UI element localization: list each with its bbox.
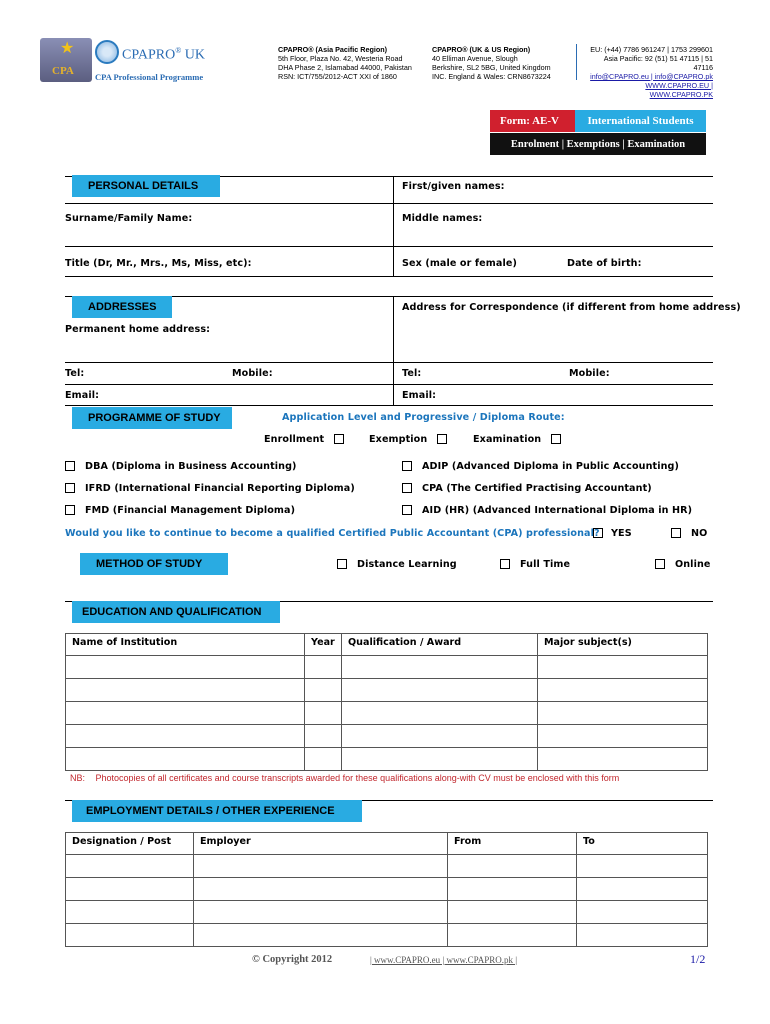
cpa-label: CPA (The Certified Practising Accountant) — [422, 483, 652, 494]
asia-region-title: CPAPRO® (Asia Pacific Region) — [278, 45, 388, 54]
no-option[interactable] — [671, 528, 707, 539]
section-employment — [72, 800, 362, 822]
table-row[interactable] — [66, 679, 708, 702]
to-cell[interactable] — [577, 855, 708, 878]
table-row[interactable] — [66, 656, 708, 679]
header-divider — [576, 44, 577, 80]
institution-cell[interactable] — [66, 748, 305, 771]
audience-badge — [575, 110, 706, 132]
email-links[interactable]: info@CPAPRO.eu | info@CPAPRO.pk — [590, 72, 713, 81]
fulltime-checkbox[interactable] — [500, 559, 510, 569]
note-prefix: NB: — [70, 773, 86, 783]
exemption-checkbox[interactable] — [437, 434, 447, 444]
online-checkbox[interactable] — [655, 559, 665, 569]
title-label: Title (Dr, Mr., Mrs., Ms, Miss, etc): — [65, 258, 252, 269]
uk-region-title: CPAPRO® (UK & US Region) — [432, 45, 531, 54]
fulltime-option[interactable] — [500, 559, 570, 570]
employer-cell[interactable] — [194, 924, 448, 947]
year-cell[interactable] — [305, 656, 342, 679]
education-table — [65, 633, 708, 771]
qualification-cell[interactable] — [342, 656, 538, 679]
designation-cell[interactable] — [66, 855, 194, 878]
fmd-checkbox[interactable] — [65, 505, 75, 515]
rule-personal-2 — [65, 246, 713, 247]
rule-personal-3 — [65, 276, 713, 277]
section-personal-title: PERSONAL DETAILS — [88, 180, 199, 192]
major-cell[interactable] — [538, 679, 708, 702]
logo-tagline: CPA Professional Programme — [95, 72, 204, 82]
year-cell[interactable] — [305, 725, 342, 748]
option-cpa[interactable] — [402, 483, 652, 494]
uk-address-line1: 40 Elliman Avenue, Slough — [432, 54, 518, 63]
to-cell[interactable] — [577, 924, 708, 947]
table-row[interactable] — [66, 878, 708, 901]
col-major: Major subject(s) — [538, 634, 708, 656]
purpose-bar — [490, 133, 706, 155]
col-to: To — [577, 833, 708, 855]
header-uk-address — [432, 45, 572, 81]
enrollment-checkbox[interactable] — [334, 434, 344, 444]
section-method-title: METHOD OF STUDY — [96, 558, 203, 570]
section-employment-title: EMPLOYMENT DETAILS / OTHER EXPERIENCE — [86, 805, 335, 817]
examination-label: Examination — [473, 434, 542, 445]
globe-icon — [95, 40, 119, 64]
major-cell[interactable] — [538, 748, 708, 771]
year-cell[interactable] — [305, 702, 342, 725]
qualification-cell[interactable] — [342, 725, 538, 748]
option-dba[interactable] — [65, 461, 297, 472]
year-cell[interactable] — [305, 748, 342, 771]
email-left-label: Email: — [65, 390, 100, 401]
distance-checkbox[interactable] — [337, 559, 347, 569]
col-institution: Name of Institution — [66, 634, 305, 656]
surname-label: Surname/Family Name: — [65, 213, 193, 224]
logo-country: UK — [184, 47, 205, 63]
education-header-row — [66, 634, 708, 656]
examination-option[interactable] — [473, 434, 561, 445]
enrollment-option[interactable] — [264, 434, 344, 445]
section-personal-details — [72, 175, 220, 197]
page-number: 1/2 — [690, 952, 706, 966]
col-designation: Designation / Post — [66, 833, 194, 855]
asia-address-line2: DHA Phase 2, Islamabad 44000, Pakistan — [278, 63, 412, 72]
major-cell[interactable] — [538, 725, 708, 748]
aid-checkbox[interactable] — [402, 505, 412, 515]
designation-cell[interactable] — [66, 901, 194, 924]
section-education-title: EDUCATION AND QUALIFICATION — [82, 606, 262, 618]
enrollment-label: Enrollment — [264, 434, 325, 445]
option-aid[interactable] — [402, 505, 692, 516]
logo-brand: CPAPRO — [122, 47, 176, 63]
year-cell[interactable] — [305, 679, 342, 702]
rule-address-1 — [65, 362, 713, 363]
institution-cell[interactable] — [66, 656, 305, 679]
option-ifrd[interactable] — [65, 483, 355, 494]
address-divider — [393, 296, 394, 405]
mobile-left-label: Mobile: — [232, 368, 273, 379]
cpa-checkbox[interactable] — [402, 483, 412, 493]
institution-cell[interactable] — [66, 702, 305, 725]
col-employer: Employer — [194, 833, 448, 855]
header-contact — [583, 45, 713, 99]
fmd-label: FMD (Financial Management Diploma) — [85, 505, 296, 516]
header-asia-address — [278, 45, 428, 81]
dba-checkbox[interactable] — [65, 461, 75, 471]
from-cell[interactable] — [448, 901, 577, 924]
employer-cell[interactable] — [194, 901, 448, 924]
purpose: Enrolment | Exemptions | Examination — [510, 138, 686, 150]
phone-eu: EU: (+44) 7786 961247 | 1753 299601 — [590, 45, 713, 54]
adip-checkbox[interactable] — [402, 461, 412, 471]
dba-label: DBA (Diploma in Business Accounting) — [85, 461, 297, 472]
online-option[interactable] — [655, 559, 711, 570]
tel-right-label: Tel: — [402, 368, 422, 379]
institution-cell[interactable] — [66, 679, 305, 702]
section-education — [72, 601, 280, 623]
permanent-address-label: Permanent home address: — [65, 324, 211, 335]
institution-cell[interactable] — [66, 725, 305, 748]
logo-badge-text: CPA — [52, 65, 74, 77]
form-id: Form: AE-V — [500, 115, 559, 127]
section-method — [80, 553, 228, 575]
footer-links[interactable]: | www.CPAPRO.eu | www.CPAPRO.pk | — [370, 955, 518, 965]
web-links[interactable]: WWW.CPAPRO.EU | WWW.CPAPRO.PK — [645, 81, 713, 99]
yes-checkbox[interactable] — [593, 528, 603, 538]
aid-label: AID (HR) (Advanced International Diploma in HR) — [422, 505, 693, 516]
from-cell[interactable] — [448, 878, 577, 901]
employment-header-row — [66, 833, 708, 855]
designation-cell[interactable] — [66, 878, 194, 901]
middle-names-label: Middle names: — [402, 213, 483, 224]
cpa-question: Would you like to continue to become a qualified Certified Public Accountant (CPA) professional? — [65, 528, 600, 539]
no-checkbox[interactable] — [671, 528, 681, 538]
form-id-badge — [490, 110, 575, 132]
adip-label: ADIP (Advanced Diploma in Public Accounting) — [422, 461, 679, 472]
yes-option[interactable] — [593, 528, 632, 539]
to-cell[interactable] — [577, 878, 708, 901]
phone-asia: Asia Pacific: 92 (51) 51 47115 | 51 47116 — [603, 54, 713, 72]
uk-address-line2: Berkshire, SL2 5BG, United Kingdom — [432, 63, 551, 72]
major-cell[interactable] — [538, 656, 708, 679]
section-programme-title: PROGRAMME OF STUDY — [88, 412, 221, 424]
ifrd-label: IFRD (International Financial Reporting Diploma) — [85, 483, 355, 494]
audience: International Students — [587, 115, 694, 127]
email-right-label: Email: — [402, 390, 437, 401]
asia-address-line1: 5th Floor, Plaza No. 42, Westeria Road — [278, 54, 403, 63]
section-addresses — [72, 296, 172, 318]
logo-reg: ® — [175, 46, 182, 55]
table-row[interactable] — [66, 855, 708, 878]
major-cell[interactable] — [538, 702, 708, 725]
mobile-right-label: Mobile: — [569, 368, 610, 379]
option-adip[interactable] — [402, 461, 679, 472]
exemption-option[interactable] — [369, 434, 447, 445]
star-icon: ★ — [60, 40, 75, 57]
examination-checkbox[interactable] — [551, 434, 561, 444]
table-row[interactable] — [66, 748, 708, 771]
table-row[interactable] — [66, 924, 708, 947]
ifrd-checkbox[interactable] — [65, 483, 75, 493]
logo-badge — [40, 38, 92, 82]
note-text: Photocopies of all certificates and course transcripts awarded for these qualifications along-with CV must be enclosed with this form — [95, 773, 620, 783]
education-note — [70, 773, 619, 783]
fulltime-label: Full Time — [520, 559, 571, 570]
correspondence-label: Address for Correspondence (if different from home address) — [402, 302, 741, 313]
qualification-cell[interactable] — [342, 702, 538, 725]
option-fmd[interactable] — [65, 505, 295, 516]
rule-address-3 — [65, 405, 713, 406]
table-row[interactable] — [66, 702, 708, 725]
no-label: NO — [691, 528, 708, 539]
distance-option[interactable] — [337, 559, 457, 570]
col-qualification: Qualification / Award — [342, 634, 538, 656]
col-from: From — [448, 833, 577, 855]
employer-cell[interactable] — [194, 855, 448, 878]
dob-label: Date of birth: — [567, 258, 642, 269]
section-programme — [72, 407, 232, 429]
uk-registration: INC. England & Wales: CRN8673224 — [432, 72, 551, 81]
application-level-label: Application Level and Progressive / Diploma Route: — [282, 412, 565, 423]
qualification-cell[interactable] — [342, 679, 538, 702]
tel-left-label: Tel: — [65, 368, 85, 379]
logo — [40, 36, 210, 86]
from-cell[interactable] — [448, 855, 577, 878]
yes-label: YES — [611, 528, 632, 539]
from-cell[interactable] — [448, 924, 577, 947]
table-row[interactable] — [66, 901, 708, 924]
exemption-label: Exemption — [369, 434, 428, 445]
distance-label: Distance Learning — [357, 559, 457, 570]
online-label: Online — [675, 559, 711, 570]
qualification-cell[interactable] — [342, 748, 538, 771]
sex-label: Sex (male or female) — [402, 258, 517, 269]
section-addresses-title: ADDRESSES — [88, 301, 157, 313]
footer-copyright: © Copyright 2012 — [252, 954, 333, 965]
rule-personal-1 — [65, 203, 713, 204]
designation-cell[interactable] — [66, 924, 194, 947]
to-cell[interactable] — [577, 901, 708, 924]
first-names-label: First/given names: — [402, 181, 505, 192]
table-row[interactable] — [66, 725, 708, 748]
col-year: Year — [305, 634, 342, 656]
rule-address-2 — [65, 384, 713, 385]
asia-registration: RSN: ICT/755/2012-ACT XXI of 1860 — [278, 72, 397, 81]
personal-divider — [393, 176, 394, 276]
employment-table — [65, 832, 708, 947]
employer-cell[interactable] — [194, 878, 448, 901]
